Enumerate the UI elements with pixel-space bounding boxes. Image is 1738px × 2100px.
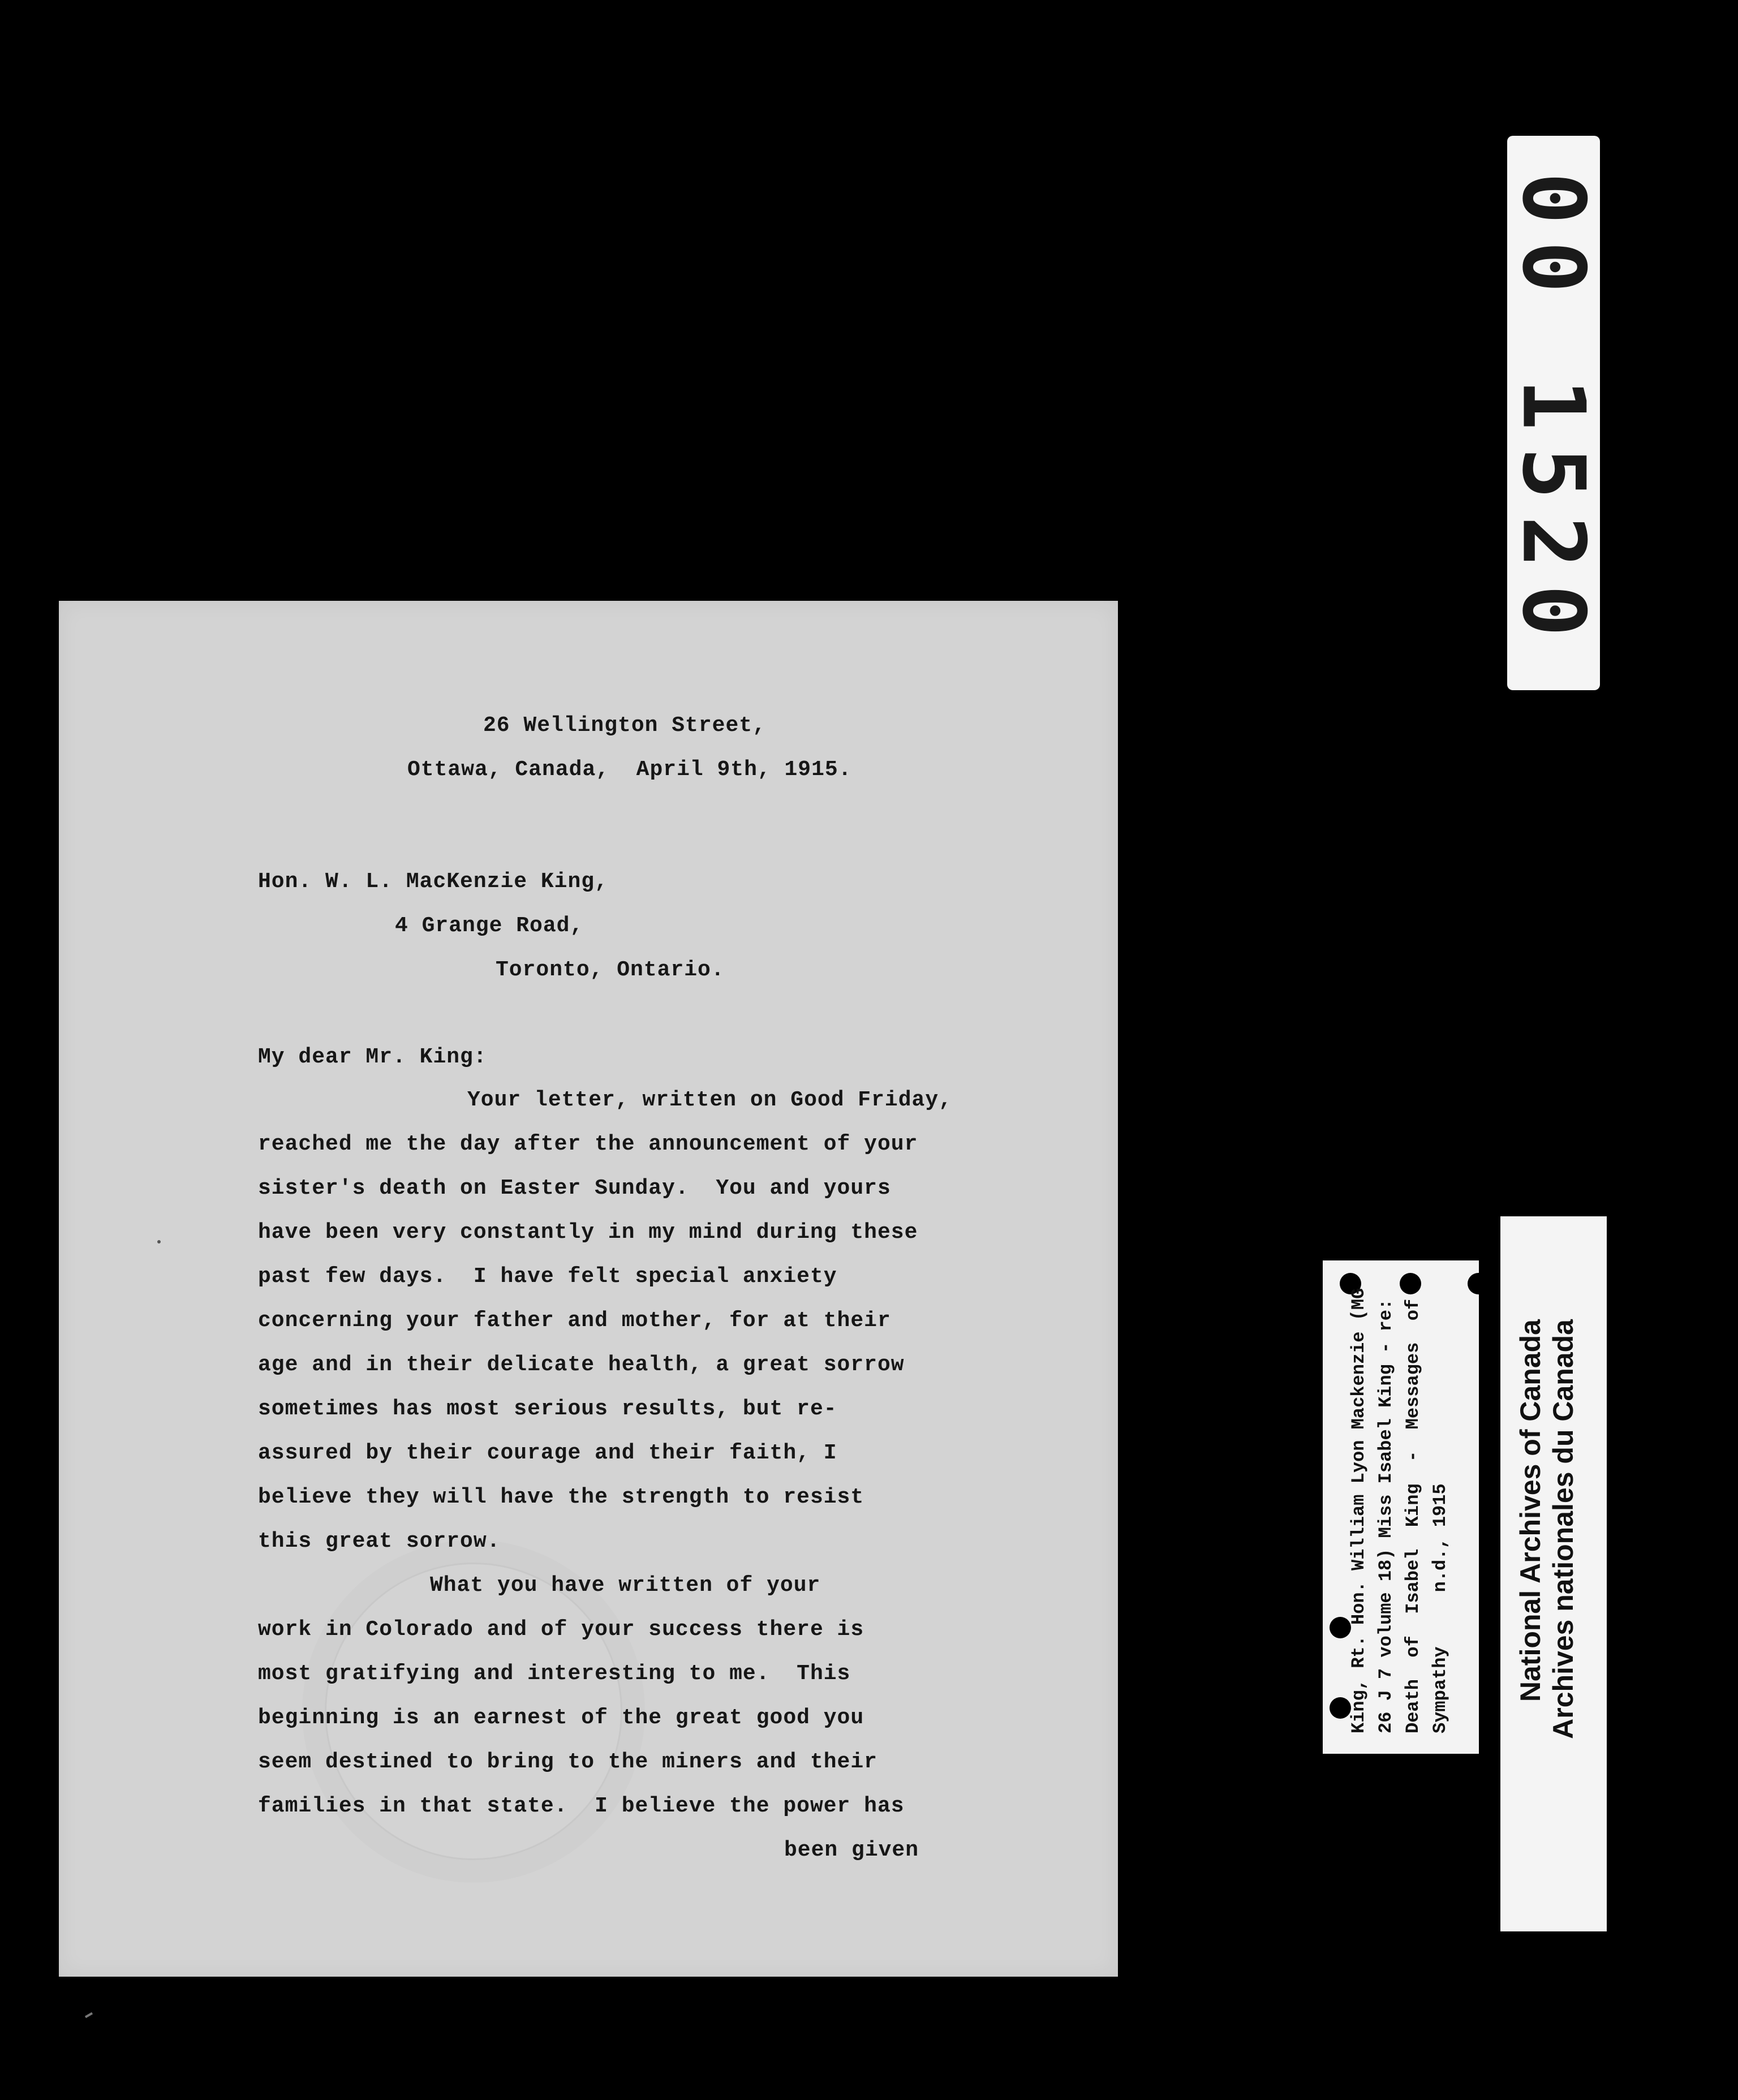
recipient-city: Toronto, Ontario. xyxy=(496,958,725,982)
body-line: reached me the day after the announcement of your xyxy=(258,1132,918,1156)
body-line: sometimes has most serious results, but re- xyxy=(258,1397,837,1421)
catalogue-line: Death of Isabel King - Messages of xyxy=(1403,1298,1423,1733)
body-line: What you have written of your xyxy=(430,1573,821,1598)
reel-number-strip xyxy=(1503,136,1604,690)
letter-page xyxy=(59,601,1118,1977)
catalogue-text-block xyxy=(1333,1270,1469,1745)
continuation-line: been given xyxy=(784,1838,919,1862)
body-line: Your letter, written on Good Friday, xyxy=(467,1088,952,1112)
paper-speck xyxy=(157,1240,161,1243)
body-line: sister's death on Easter Sunday. You and yours xyxy=(258,1176,891,1200)
institution-name-fr: Archives nationales du Canada xyxy=(1547,1319,1579,1739)
institution-label xyxy=(1500,1216,1607,1931)
punch-hole xyxy=(1468,1273,1479,1294)
institution-text-block xyxy=(1514,1319,1593,1828)
body-line: past few days. I have felt special anxiety xyxy=(258,1264,837,1289)
catalogue-label xyxy=(1323,1260,1479,1754)
sender-address-street: 26 Wellington Street, xyxy=(483,713,766,738)
body-line: concerning your father and mother, for at their xyxy=(258,1309,891,1333)
body-line: age and in their delicate health, a great sorrow xyxy=(258,1353,905,1377)
body-line: work in Colorado and of your success there is xyxy=(258,1617,864,1642)
catalogue-line: Sympathy n.d., 1915 xyxy=(1430,1483,1451,1733)
body-line: most gratifying and interesting to me. This xyxy=(258,1662,851,1686)
institution-name-en: National Archives of Canada xyxy=(1515,1319,1546,1702)
body-line: this great sorrow. xyxy=(258,1529,501,1554)
catalogue-line: 26 J 7 volume 18) Miss Isabel King - re: xyxy=(1375,1298,1396,1733)
body-line: families in that state. I believe the power has xyxy=(258,1794,905,1818)
body-line: believe they will have the strength to resist xyxy=(258,1485,864,1509)
reel-number: 00 1520 xyxy=(1503,172,1604,654)
body-line: seem destined to bring to the miners and their xyxy=(258,1750,877,1774)
sender-address-city-date: Ottawa, Canada, April 9th, 1915. xyxy=(407,758,852,782)
salutation: My dear Mr. King: xyxy=(258,1045,487,1069)
film-scratch xyxy=(85,2012,93,2018)
recipient-name: Hon. W. L. MacKenzie King, xyxy=(258,870,608,894)
body-line: beginning is an earnest of the great good you xyxy=(258,1706,864,1730)
recipient-street: 4 Grange Road, xyxy=(395,914,584,938)
body-line: assured by their courage and their faith, I xyxy=(258,1441,837,1465)
body-line: have been very constantly in my mind during these xyxy=(258,1220,918,1245)
catalogue-line: King, Rt. Hon. William Lyon Mackenzie (MG xyxy=(1348,1288,1369,1733)
